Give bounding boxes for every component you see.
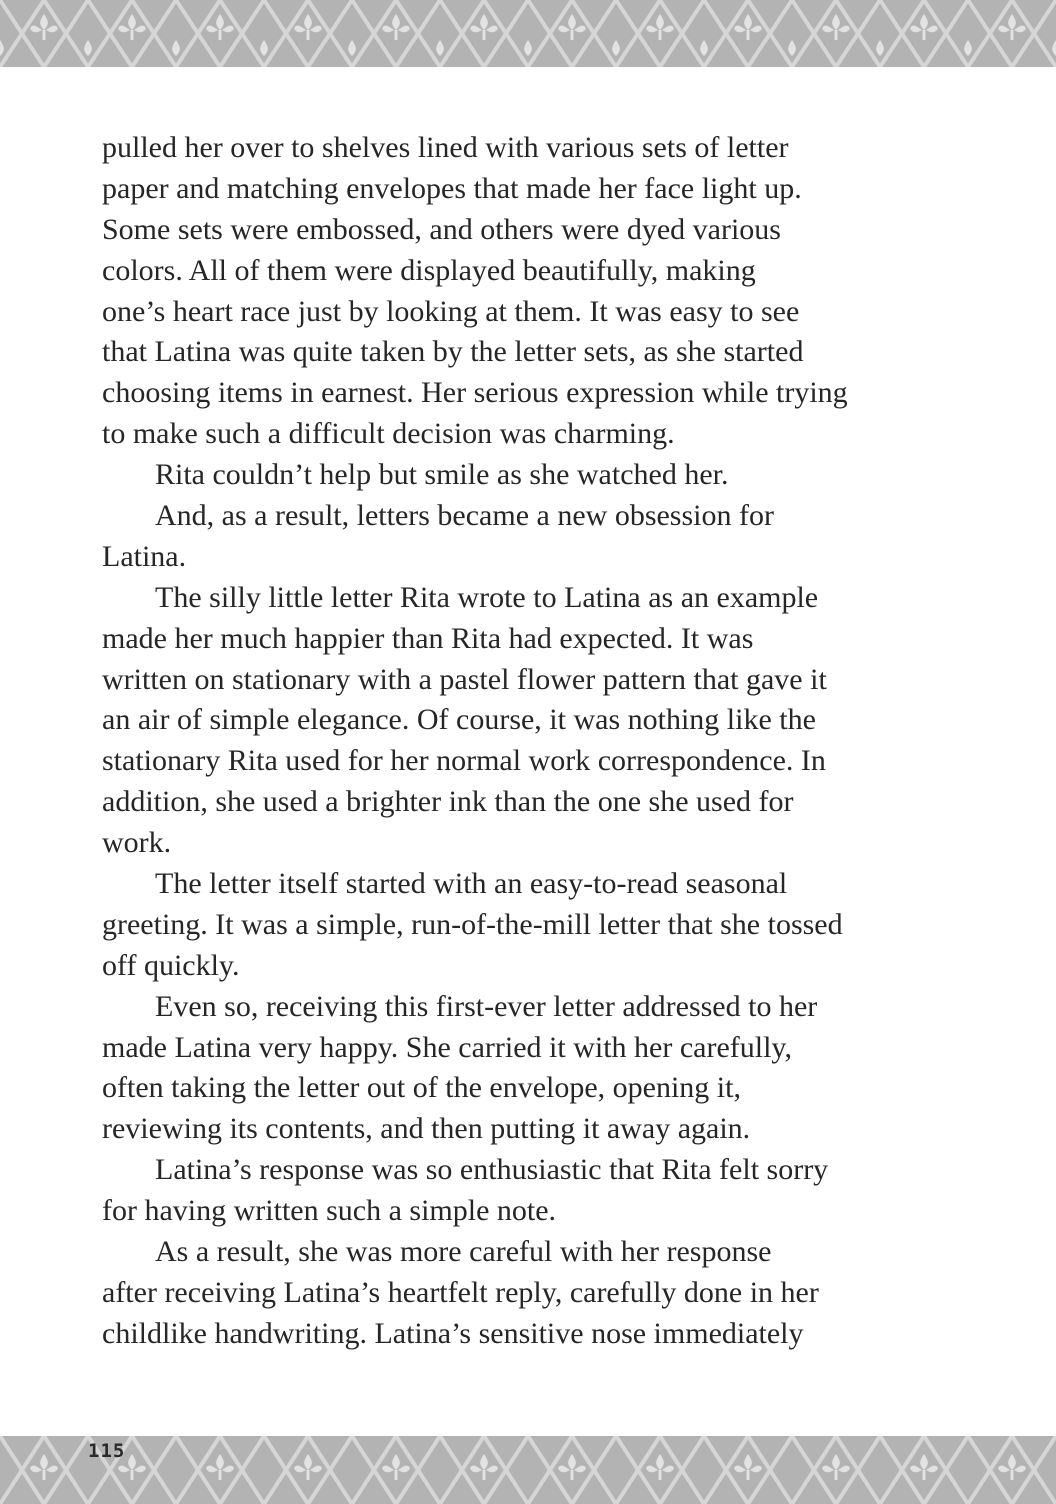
text-line: And, as a result, letters became a new obsession for xyxy=(155,499,774,533)
text-line: written on stationary with a pastel flower pattern that gave it xyxy=(102,662,827,696)
text-line: The silly little letter Rita wrote to Latina as an example xyxy=(155,580,819,614)
footer-decorative-band xyxy=(0,1436,1056,1504)
text-line: one’s heart race just by looking at them. It was easy to see xyxy=(102,294,800,328)
text-line: an air of simple elegance. Of course, it was nothing like the xyxy=(102,703,816,737)
text-line: off quickly. xyxy=(102,948,240,982)
text-line: made her much happier than Rita had expected. It was xyxy=(102,621,754,655)
text-line: to make such a difficult decision was charming. xyxy=(102,417,675,451)
text-line: after receiving Latina’s heartfelt reply, carefully done in her xyxy=(102,1275,819,1309)
header-decorative-band xyxy=(0,0,1056,67)
text-line: made Latina very happy. She carried it with her carefully, xyxy=(102,1030,792,1064)
text-line: addition, she used a brighter ink than the one she used for xyxy=(102,785,794,819)
text-line: for having written such a simple note. xyxy=(102,1194,557,1228)
text-line: As a result, she was more careful with her response xyxy=(155,1235,772,1269)
text-line: Even so, receiving this first-ever letter addressed to her xyxy=(155,989,818,1023)
text-line: stationary Rita used for her normal work correspondence. In xyxy=(102,744,826,778)
text-line: The letter itself started with an easy-to-read seasonal xyxy=(155,867,788,901)
text-line: Rita couldn’t help but smile as she watched her. xyxy=(155,458,729,492)
text-line: colors. All of them were displayed beautifully, making xyxy=(102,253,756,287)
page-number: 115 xyxy=(88,1440,126,1462)
text-line: paper and matching envelopes that made her face light up. xyxy=(102,171,802,205)
text-line: that Latina was quite taken by the letter sets, as she started xyxy=(102,335,804,369)
body-text xyxy=(102,128,922,1355)
text-line: work. xyxy=(102,826,172,860)
text-line: childlike handwriting. Latina’s sensitive nose immediately xyxy=(102,1316,804,1350)
text-line: often taking the letter out of the envelope, opening it, xyxy=(102,1071,741,1105)
text-line: greeting. It was a simple, run-of-the-mill letter that she tossed xyxy=(102,907,843,941)
text-line: Latina. xyxy=(102,539,187,573)
text-line: reviewing its contents, and then putting it away again. xyxy=(102,1112,751,1146)
text-line: pulled her over to shelves lined with various sets of letter xyxy=(102,131,789,164)
text-line: Some sets were embossed, and others were dyed various xyxy=(102,212,781,246)
text-line: choosing items in earnest. Her serious expression while trying xyxy=(102,376,848,410)
text-line: Latina’s response was so enthusiastic that Rita felt sorry xyxy=(155,1153,829,1187)
